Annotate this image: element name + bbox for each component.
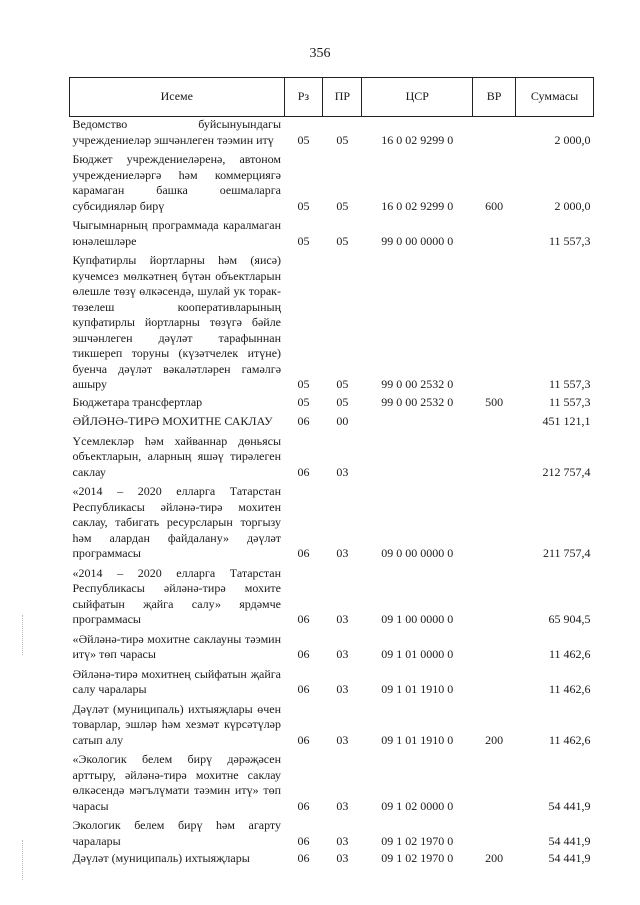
row-rz: 05 [297, 198, 310, 213]
row-csr: 16 0 02 9299 0 [381, 198, 454, 213]
table-row [70, 564, 594, 630]
table-row [70, 216, 594, 251]
row-vr [473, 630, 516, 665]
row-vr [473, 564, 516, 630]
row-csr: 16 0 02 9299 0 [381, 132, 454, 147]
table-row [70, 750, 594, 816]
row-sum: 11 462,6 [548, 682, 591, 696]
table-row [70, 432, 594, 483]
row-name: «Экологик белем бирү дәрәҗәсен арттыру, әйләнә-тирә мохитне саклау өлкәсендә мәгълүмати тәэмин итү» төп чарасы [72, 752, 282, 813]
row-pr: 03 [336, 851, 349, 865]
row-name: «2014 – 2020 елларга Татарстан Республикасы әйләнә-тирә мохитен саклау, табигать ресурсларын торгызу һәм алардан файдалану» дәүләт программасы [72, 484, 282, 560]
row-rz: 05 [297, 394, 310, 409]
row-csr: 09 1 01 1910 0 [381, 732, 454, 747]
row-sum: 2 000,0 [554, 198, 591, 213]
row-csr: 99 0 00 0000 0 [381, 233, 454, 248]
row-vr [473, 750, 516, 816]
row-sum: 2 000,0 [554, 132, 591, 147]
row-sum: 54 441,9 [548, 851, 591, 865]
row-pr: 05 [336, 198, 349, 213]
table-row [70, 630, 594, 665]
row-csr: 09 1 01 1910 0 [381, 682, 454, 696]
row-rz: 05 [297, 132, 310, 147]
row-vr [473, 117, 516, 151]
row-name: Бюджет учреждениеләренә, автоном учреждениеләргә һәм коммерциягә карамаган башка оешмаларга субсидияләр бирү [72, 152, 282, 213]
header-pr: ПР [323, 78, 362, 117]
row-pr: 03 [336, 732, 349, 747]
row-vr [473, 482, 516, 564]
row-sum: 65 904,5 [548, 612, 591, 626]
row-pr: 03 [336, 464, 349, 479]
row-name: Дәүләт (муниципаль) ихтыяҗлары өчен товарлар, эшләр һәм хезмәт күрсәтүләр сатып алу [72, 701, 282, 747]
table-row [70, 851, 594, 869]
row-name: «Әйләнә-тирә мохитне саклауны тәэмин итү» төп чарасы [72, 631, 282, 661]
table-row [70, 395, 594, 413]
row-rz: 06 [297, 464, 310, 479]
row-pr: 03 [336, 612, 349, 626]
header-rz: Рз [284, 78, 323, 117]
row-csr: 09 1 02 0000 0 [381, 798, 454, 813]
row-name: ӘЙЛӘНӘ-ТИРӘ МОХИТНЕ САКЛАУ [72, 414, 273, 428]
row-vr: 200 [485, 732, 504, 747]
row-vr: 200 [485, 851, 504, 865]
row-csr: 09 1 02 1970 0 [381, 851, 454, 865]
row-pr: 05 [336, 233, 349, 248]
header-csr: ЦСР [362, 78, 473, 117]
scan-edge-mark [22, 840, 24, 880]
row-csr: 09 1 02 1970 0 [381, 833, 454, 848]
row-pr: 03 [336, 546, 349, 560]
row-rz: 06 [297, 414, 310, 428]
row-vr [473, 665, 516, 700]
row-sum: 11 462,6 [548, 732, 591, 747]
row-rz: 06 [297, 732, 310, 747]
row-rz: 06 [297, 682, 310, 696]
row-vr [473, 216, 516, 251]
row-rz: 06 [297, 798, 310, 813]
header-vr: ВР [473, 78, 516, 117]
row-csr: 99 0 00 2532 0 [381, 377, 454, 391]
row-name: Үсемлекләр һәм хайваннар дөньясы объектларын, аларның яшәү тирәлеген саклау [72, 433, 282, 479]
row-name: Дәүләт (муниципаль) ихтыяҗлары [72, 851, 250, 865]
row-sum: 54 441,9 [548, 833, 591, 848]
row-sum: 11 462,6 [548, 647, 591, 661]
row-pr: 03 [336, 682, 349, 696]
row-sum: 54 441,9 [548, 798, 591, 813]
row-pr: 00 [336, 414, 349, 428]
row-sum: 212 757,4 [542, 464, 591, 479]
row-vr [473, 251, 516, 395]
row-rz: 06 [297, 833, 310, 848]
header-sum: Суммасы [516, 78, 594, 117]
budget-table [69, 77, 594, 869]
row-pr: 03 [336, 798, 349, 813]
row-vr: 600 [485, 198, 504, 213]
row-csr: 09 0 00 0000 0 [381, 546, 454, 560]
table-header [70, 78, 594, 117]
row-sum: 11 557,3 [548, 233, 591, 248]
row-vr [473, 816, 516, 851]
row-rz: 06 [297, 546, 310, 560]
table-row [70, 816, 594, 851]
row-pr: 03 [336, 647, 349, 661]
row-name: Әйләнә-тирә мохитнең сыйфатын җайга салу чаралары [72, 666, 282, 696]
row-pr: 05 [336, 377, 349, 391]
row-rz: 06 [297, 647, 310, 661]
scan-edge-mark [22, 615, 24, 655]
row-rz: 06 [297, 612, 310, 626]
row-sum: 211 757,4 [542, 546, 591, 560]
row-rz: 05 [297, 233, 310, 248]
table-row [70, 251, 594, 395]
row-vr [473, 412, 516, 432]
header-name: Исеме [70, 78, 285, 117]
row-name: Купфатирлы йортларны һәм (яисә) кучемсез мөлкәтнең бүтән объектларын өлешле төзү өлкәсендә, шулай ук торак-төзелеш кооперативларының купфатирлы йортларны төзүгә бәйле эшчәнлеген дәүләт тарафыннан тикшереп торуны (күзәтчелек итүне) буенча дәүләт вәкаләтләрен гамәлгә ашыру [72, 253, 282, 391]
row-rz: 05 [297, 377, 310, 391]
row-name: Ведомство буйсынуындагы учреждениеләр эшчәнлеген тәэмин итү [72, 117, 282, 147]
table-row [70, 150, 594, 216]
row-csr: 09 1 01 0000 0 [381, 647, 454, 661]
page-number: 356 [309, 46, 331, 61]
row-sum: 451 121,1 [542, 414, 591, 428]
table-row [70, 117, 594, 151]
row-csr: 99 0 00 2532 0 [381, 394, 454, 409]
row-vr [473, 432, 516, 483]
row-csr [362, 432, 473, 483]
row-name: Чыгымнарның программада каралмаган юнәлешләре [72, 218, 282, 248]
row-csr [362, 412, 473, 432]
row-rz: 06 [297, 851, 310, 865]
table-row [70, 665, 594, 700]
row-pr: 05 [336, 394, 349, 409]
row-sum: 11 557,3 [548, 377, 591, 391]
table-row [70, 412, 594, 432]
row-name: «2014 – 2020 елларга Татарстан Республикасы әйләнә-тирә мохите сыйфатын җайга салу» ярдәмче программасы [72, 565, 282, 626]
row-csr: 09 1 00 0000 0 [381, 612, 454, 626]
table-row [70, 700, 594, 751]
table-row [70, 482, 594, 564]
row-pr: 03 [336, 833, 349, 848]
row-name: Бюджетара трансфертлар [72, 394, 203, 409]
row-vr: 500 [485, 394, 504, 409]
row-name: Экологик белем бирү һәм агарту чаралары [72, 818, 282, 848]
row-pr: 05 [336, 132, 349, 147]
row-sum: 11 557,3 [548, 394, 591, 409]
